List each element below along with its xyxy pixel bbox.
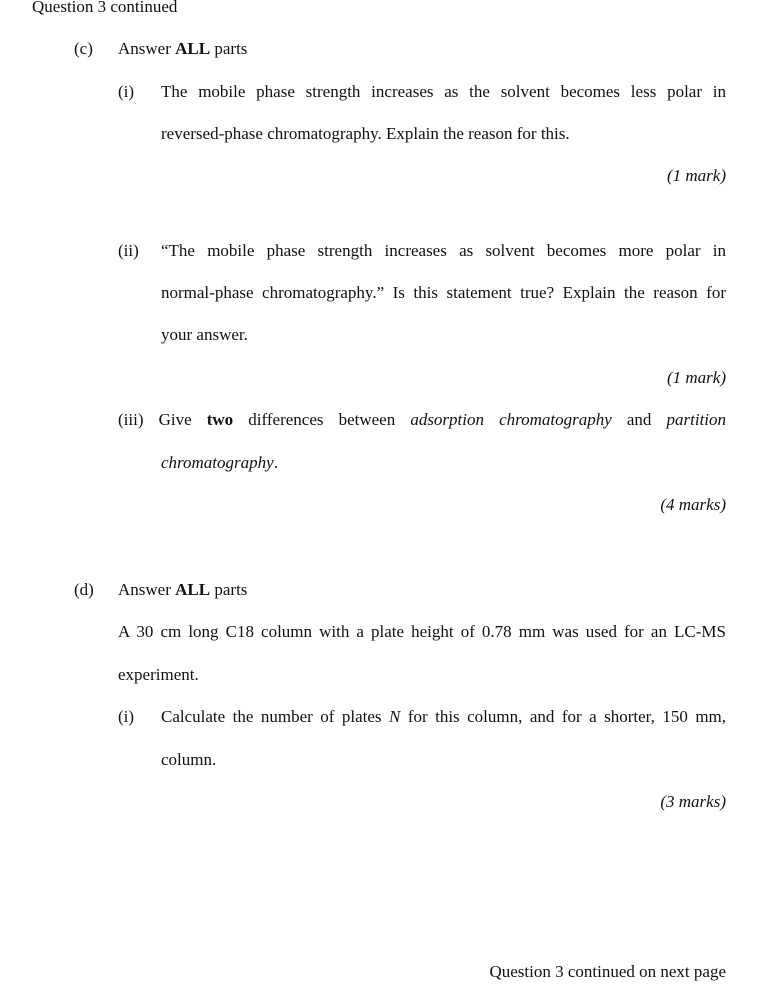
part-c-label: (c)	[74, 39, 93, 58]
page-header: Question 3 continued	[32, 0, 178, 16]
part-c-iii-line1	[118, 410, 726, 430]
part-c-i-label: (i)	[118, 82, 135, 101]
part-d-stem-line1: A 30 cm long C18 column with a plate height of 0.78 mm was used for an LC-MS	[118, 622, 726, 641]
part-c-iii-two: two	[206, 410, 234, 429]
part-c-ii-marks	[667, 368, 726, 388]
part-c-i-marks	[667, 166, 726, 186]
part-c-ii-label: (ii)	[118, 241, 139, 260]
part-d-intro-prefix: Answer	[118, 580, 176, 599]
part-c-iii-line2	[161, 453, 278, 473]
part-d-intro-suffix: parts	[210, 580, 248, 599]
part-c-iii-line2-italic: chromatography	[161, 453, 274, 472]
part-c-iii-marks	[660, 495, 726, 515]
part-c-i-line1: The mobile phase strength increases as the solvent becomes less polar in	[161, 82, 726, 101]
page-footer: Question 3 continued on next page	[489, 962, 726, 981]
part-c-iii-italic2: partition	[666, 410, 727, 429]
part-c-iii-and: and	[626, 410, 652, 429]
part-d-intro	[118, 580, 247, 600]
part-d-stem-line2: experiment.	[118, 665, 199, 684]
part-d-i-label: (i)	[118, 707, 135, 726]
part-c-iii-give: Give	[158, 410, 192, 429]
part-c-intro-suffix: parts	[210, 39, 248, 58]
part-c-ii-line2: normal-phase chromatography.” Is this statement true? Explain the reason for	[161, 283, 726, 302]
part-d-intro-bold: ALL	[175, 580, 211, 599]
part-c-ii-line1: “The mobile phase strength increases as solvent becomes more polar in	[161, 241, 726, 260]
part-d-i-line1-a: Calculate the number of plates	[161, 707, 382, 726]
part-c-ii-line3: your answer.	[161, 325, 248, 344]
part-c-iii-marks-text: (4 marks)	[660, 495, 726, 514]
part-c-iii-italic1: adsorption chromatography	[410, 410, 612, 429]
part-c-ii-marks-text: (1 mark)	[666, 368, 726, 387]
part-d-i-line1-b: for this column, and for a shorter, 150 mm,	[407, 707, 727, 726]
part-d-i-marks-text: (3 marks)	[660, 792, 726, 811]
part-c-intro-prefix: Answer	[118, 39, 176, 58]
part-d-i-N: N	[389, 707, 401, 726]
part-c-iii-mid: differences between	[248, 410, 396, 429]
part-c-iii-line2-end: .	[273, 453, 278, 472]
part-d-i-marks	[660, 792, 726, 812]
part-c-iii-label: (iii)	[118, 410, 144, 429]
part-d-label: (d)	[74, 580, 94, 599]
part-d-i-line2: column.	[161, 750, 217, 769]
part-c-intro-bold: ALL	[175, 39, 211, 58]
part-c-i-line2: reversed-phase chromatography. Explain the reason for this.	[161, 124, 570, 143]
part-d-i-line1	[161, 707, 726, 727]
part-c-i-marks-text: (1 mark)	[666, 166, 726, 185]
part-c-intro	[118, 39, 247, 59]
